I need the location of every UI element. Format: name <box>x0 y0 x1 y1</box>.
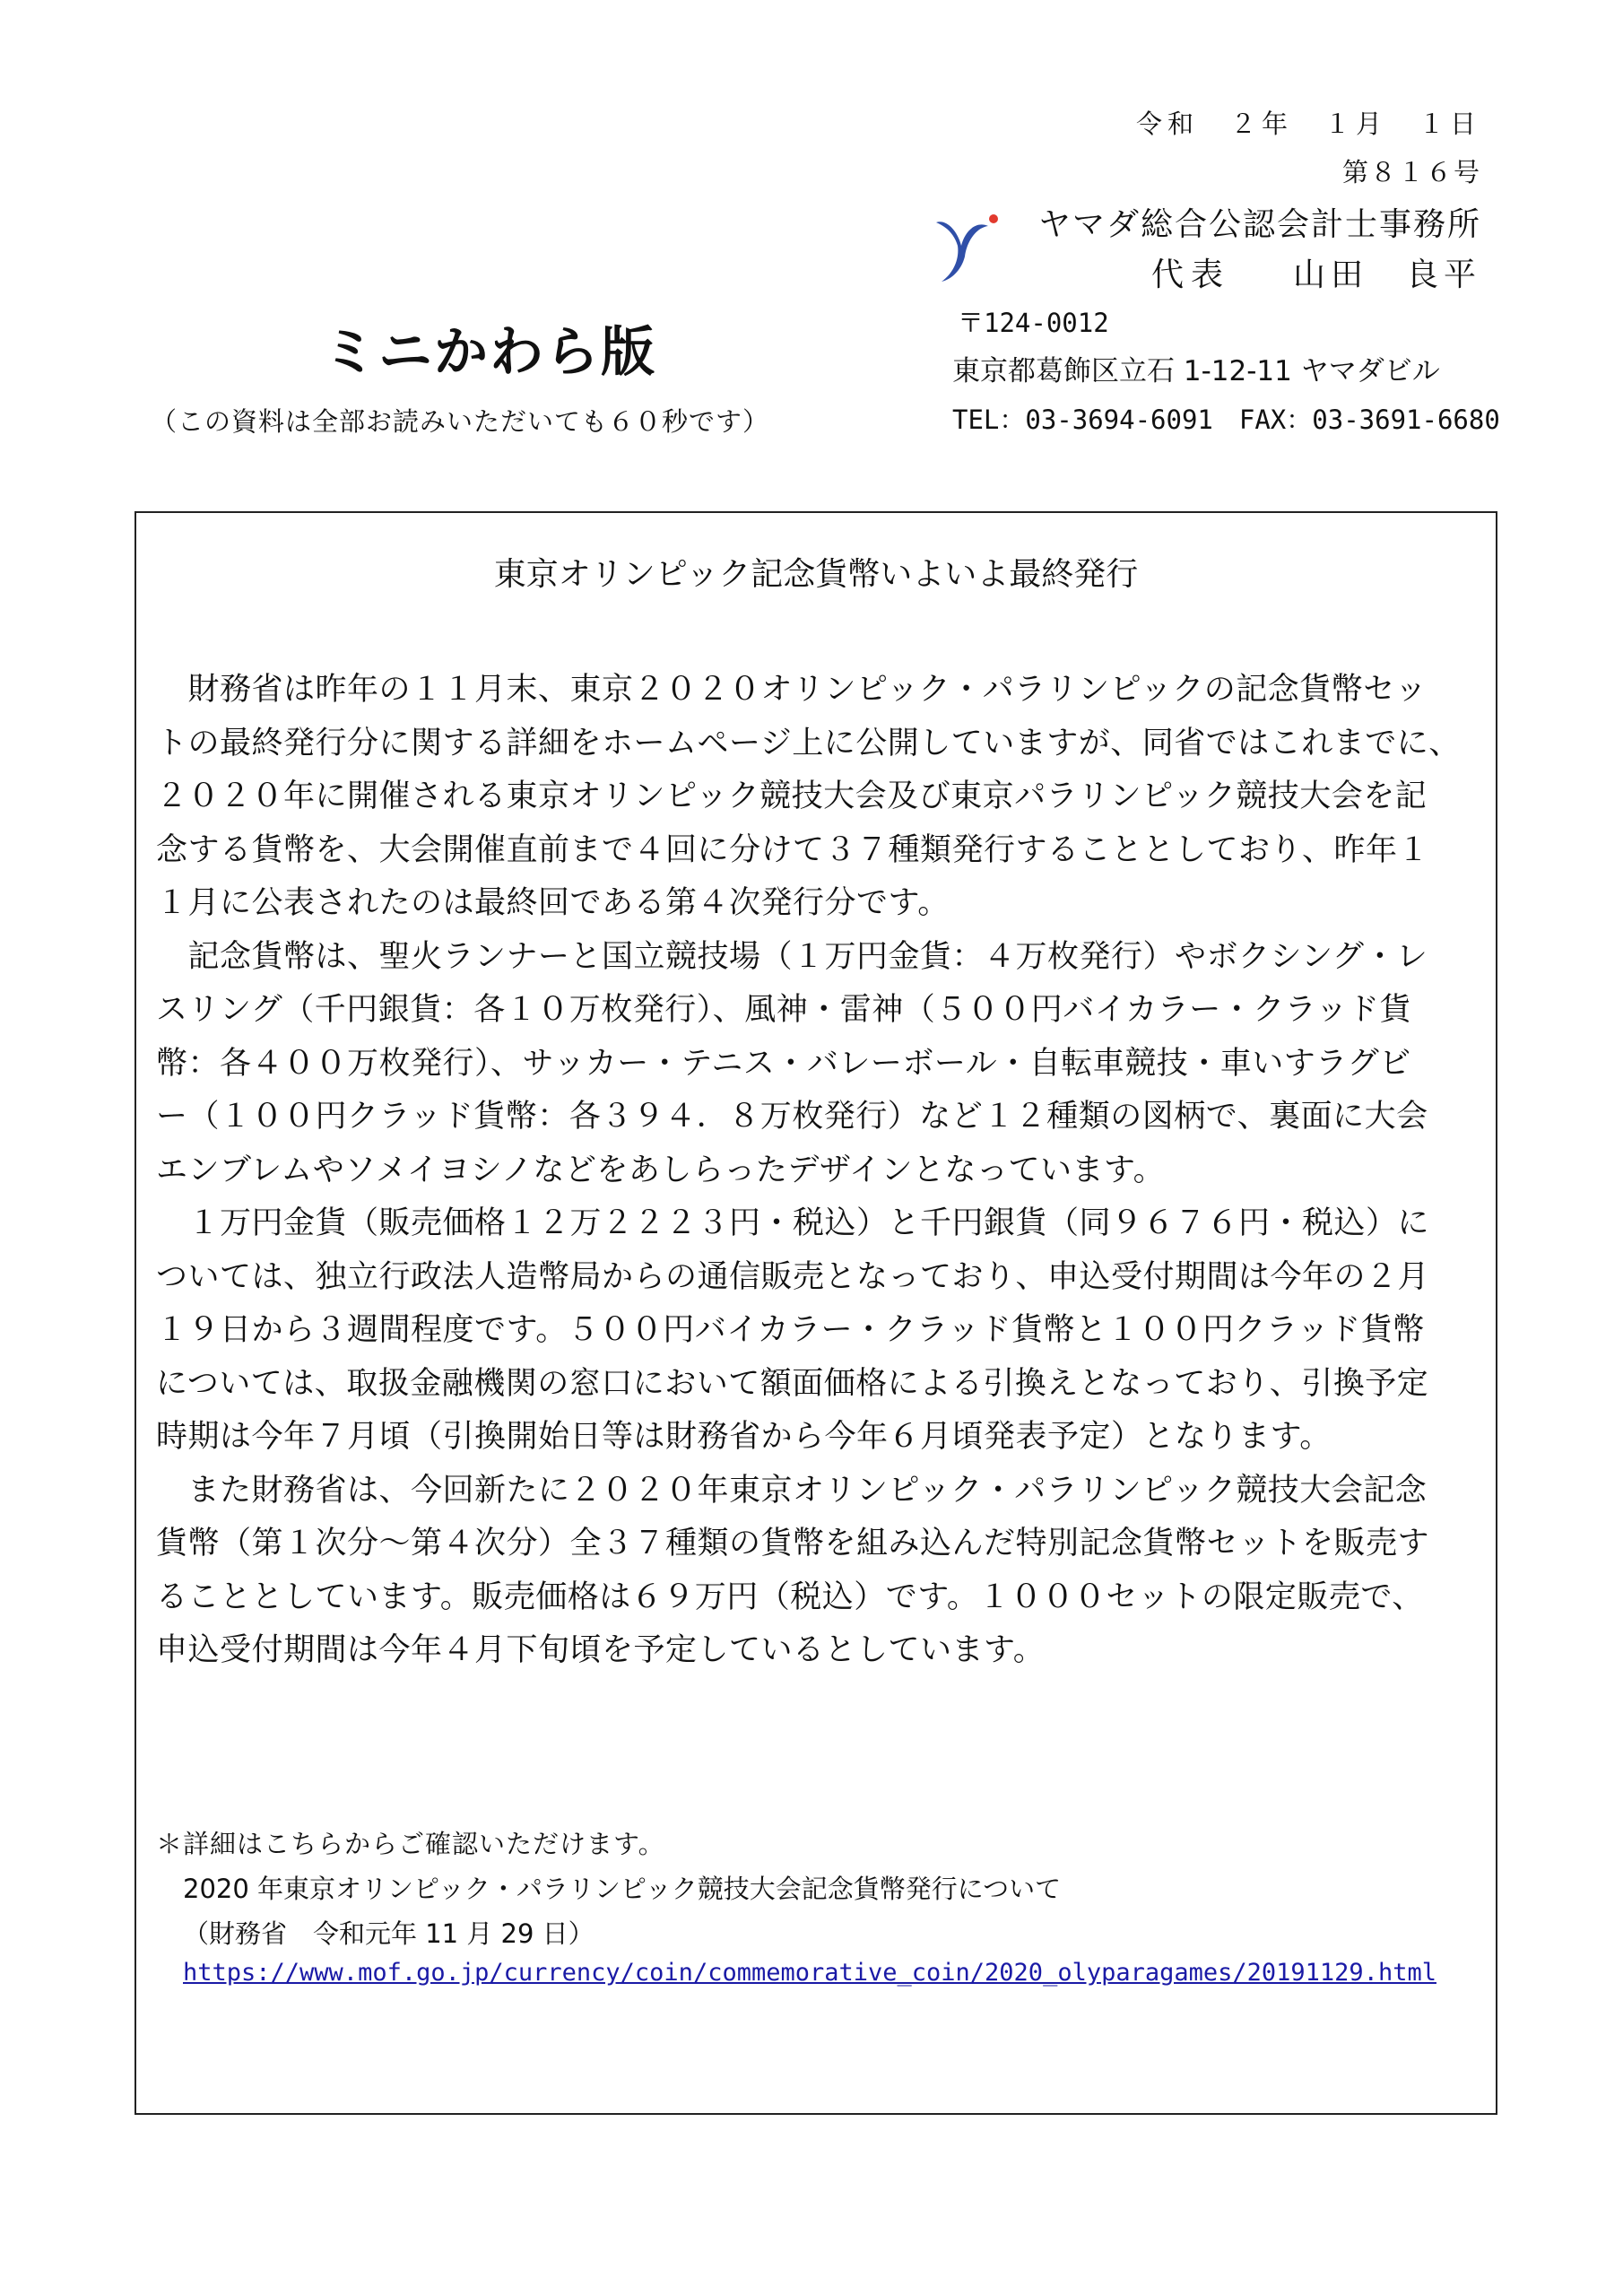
article-title: 東京オリンピック記念貨幣いよいよ最終発行 <box>493 556 1139 593</box>
note-title: 2020 年東京オリンピック・パラリンピック競技大会記念貨幣発行について <box>183 1874 1062 1904</box>
firm-name: ヤマダ総合公認会計士事務所 <box>1037 206 1481 243</box>
publication-subtitle: （この資料は全部お読みいただいても６０秒です） <box>151 406 770 437</box>
article-line: スリング（千円銀貨：各１０万枚発行）、風神・雷神（５００円バイカラー・クラッド貨 <box>156 992 1412 1028</box>
article-line: 貨幣（第１次分～第４次分）全３７種類の貨幣を組み込んだ特別記念貨幣セットを販売す <box>156 1526 1430 1561</box>
note-source: （財務省 令和元年 11 月 29 日） <box>183 1918 595 1949</box>
publication-title: ミニかわら版 <box>323 321 656 384</box>
article-line: １万円金貨（販売価格１２万２２２３円・税込）と千円銀貨（同９６７６円・税込）に <box>156 1205 1430 1241</box>
article-line: ２０２０年に開催される東京オリンピック競技大会及び東京パラリンピック競技大会を記 <box>156 778 1428 814</box>
reference-link[interactable]: https://www.mof.go.jp/currency/coin/commemorative_coin/2020_olyparagames/20191129.html <box>183 1959 1436 1987</box>
article-box <box>135 511 1497 2115</box>
article-line: については、取扱金融機関の窓口において額面価格による引換えとなっており、引換予定 <box>156 1365 1429 1402</box>
phone-fax: TEL：03-3694-6091 FAX：03-3691-6680 <box>952 404 1500 435</box>
article-line: 幣：各４００万枚発行）、サッカー・テニス・バレーボール・自転車競技・車いすラグビ <box>156 1045 1411 1082</box>
article-line: 時期は今年７月頃（引換開始日等は財務省から今年６月頃発表予定）となります。 <box>156 1419 1332 1455</box>
representative <box>1151 249 1481 295</box>
article-line: 申込受付期間は今年４月下旬頃を予定しているとしています。 <box>156 1632 1046 1668</box>
representative-name: 山田 良平 <box>1292 257 1481 293</box>
article-line: トの最終発行分に関する詳細をホームページ上に公開していますが、同省ではこれまでに、 <box>156 725 1461 761</box>
issue-number: 第８１６号 <box>1341 157 1481 187</box>
article-line: 財務省は昨年の１１月末、東京２０２０オリンピック・パラリンピックの記念貨幣セッ <box>156 672 1428 708</box>
firm-logo <box>931 196 1002 285</box>
article-line: １９日から３週間程度です。５００円バイカラー・クラッド貨幣と１００円クラッド貨幣 <box>156 1312 1425 1348</box>
logo-swoosh <box>936 222 988 282</box>
representative-label: 代表 <box>1150 257 1230 293</box>
logo-dot <box>989 214 998 223</box>
postal-code: 〒124-0012 <box>958 308 1109 338</box>
article-line: ついては、独立行政法人造幣局からの通信販売となっており、申込受付期間は今年の２月 <box>156 1258 1430 1295</box>
issue-date: 令和 ２年 １月 １日 <box>1135 109 1481 139</box>
address: 東京都葛飾区立石 1-12-11 ヤマダビル <box>952 355 1440 387</box>
article-line: 記念貨幣は、聖火ランナーと国立競技場（１万円金貨：４万枚発行）やボクシング・レ <box>156 938 1428 975</box>
article-body <box>156 664 1480 1678</box>
article-line: １月に公表されたのは最終回である第４次発行分です。 <box>156 885 950 921</box>
article-line: ー（１００円クラッド貨幣：各３９４．８万枚発行）など１２種類の図柄で、裏面に大会 <box>156 1099 1428 1135</box>
article-line: また財務省は、今回新たに２０２０年東京オリンピック・パラリンピック競技大会記念 <box>156 1472 1428 1509</box>
article-line: ることとしています。販売価格は６９万円（税込）です。１０００セットの限定販売で、 <box>156 1578 1424 1615</box>
article-line: エンブレムやソメイヨシノなどをあしらったデザインとなっています。 <box>156 1152 1166 1188</box>
article-line: 念する貨幣を、大会開催直前まで４回に分けて３７種類発行することとしており、昨年１ <box>156 831 1430 868</box>
note-heading: ＊詳細はこちらからご確認いただけます。 <box>156 1829 665 1859</box>
